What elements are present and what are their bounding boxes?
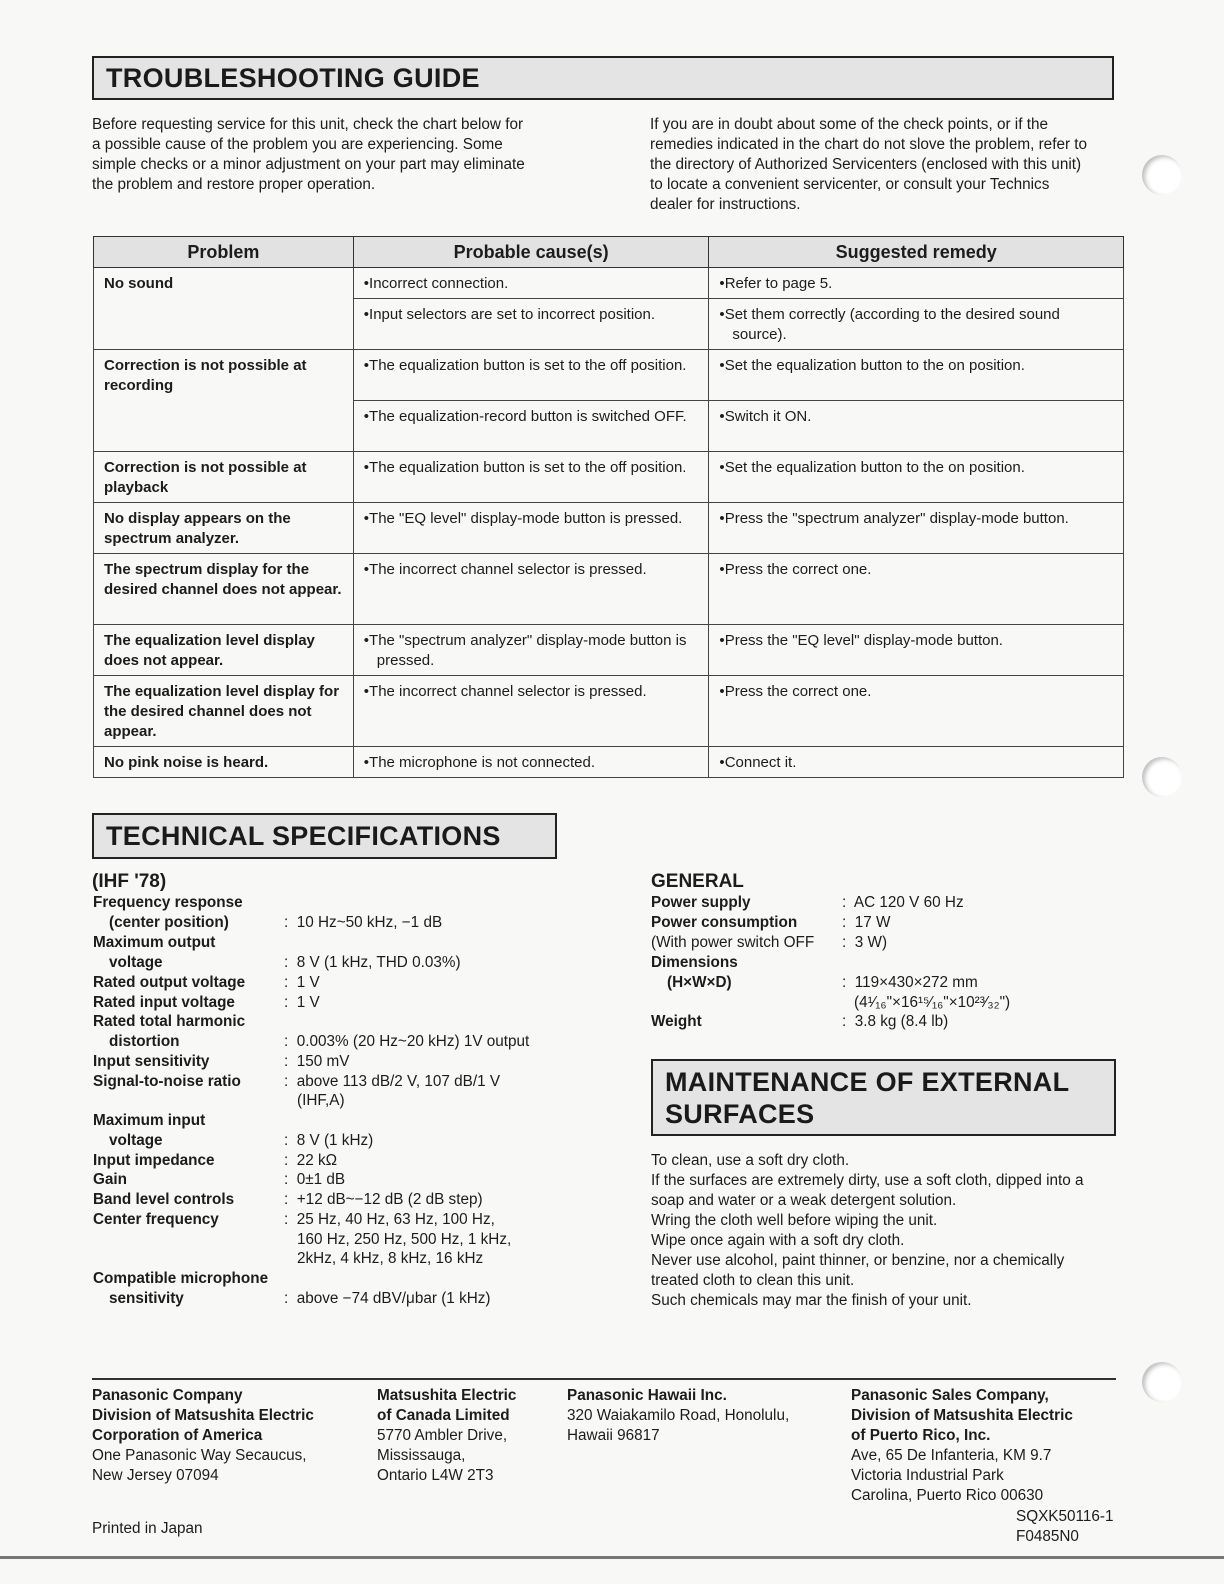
spec-value: : +12 dB~−12 dB (2 dB step) [284,1191,483,1208]
maintenance-title [651,1059,1116,1136]
address-panasonic-america [92,1386,314,1486]
header-problem: Problem [94,237,354,268]
remedy-cell [709,452,1124,503]
remedy-text: • Connect it. [719,753,1113,773]
cause-cell [353,676,709,747]
general-item [651,893,750,913]
spec-value: : 25 Hz, 40 Hz, 63 Hz, 100 Hz, [284,1211,495,1228]
printed-in-japan: Printed in Japan [92,1520,203,1537]
spec-value-text: 1 V [296,994,320,1011]
intro-left-line: Before requesting service for this unit, check the chart below for [92,116,524,133]
page-bottom-edge [0,1556,1224,1559]
general-label: Power supply [651,894,751,911]
spec-value-text: +12 dB~−12 dB (2 dB step) [296,1191,483,1208]
cause-text: • The equalization-record button is switched OFF. [364,407,699,427]
address-line: Mississauga, [377,1447,466,1464]
spec-item [93,1151,215,1171]
header-remedy: Suggested remedy [709,237,1124,268]
problem-cell: The equalization level display does not appear. [94,625,354,676]
spec-item [93,1170,127,1190]
cause-cell [353,401,709,452]
cause-text: • The incorrect channel selector is pressed. [364,560,699,580]
spec-value-text: 0.003% (20 Hz~20 kHz) 1V output [296,1033,530,1050]
remedy-cell [709,350,1124,401]
remedy-text: • Refer to page 5. [719,274,1113,294]
footer-divider [92,1378,1116,1380]
address-line: One Panasonic Way Secaucus, [92,1447,307,1464]
remedy-text: • Press the correct one. [719,682,1113,702]
maintenance-line: Never use alcohol, paint thinner, or benzine, nor a chemically [651,1252,1065,1269]
table-row [94,676,1124,747]
intro-right-line: If you are in doubt about some of the check points, or if the [650,116,1048,133]
table-row [94,268,1124,299]
spec-value-text: 150 mV [296,1053,350,1070]
address-matsushita-canada [377,1386,516,1486]
cause-cell [353,503,709,554]
spec-label: Input sensitivity [93,1053,210,1070]
address-line: Division of Matsushita Electric [92,1407,314,1424]
general-item [651,1012,702,1032]
spec-value [297,1230,511,1250]
maintenance-line: Such chemicals may mar the finish of your unit. [651,1292,972,1309]
document-code-2: F0485N0 [1016,1528,1079,1545]
general-value: : 17 W [842,914,891,931]
cause-text: • The incorrect channel selector is pressed. [364,682,699,702]
remedy-cell [709,401,1124,452]
header-cause: Probable cause(s) [353,237,709,268]
spec-value: : 1 V [284,974,320,991]
spec-item [93,933,215,953]
spec-value: : 150 mV [284,1053,350,1070]
spec-value-text: above −74 dBV/μbar (1 kHz) [296,1290,491,1307]
remedy-text: • Press the "spectrum analyzer" display-mode button. [719,509,1113,529]
general-label: (With power switch OFF [651,934,815,951]
general-title: GENERAL [651,871,744,892]
address-line: Victoria Industrial Park [851,1467,1004,1484]
remedy-cell [709,625,1124,676]
cause-text: • The microphone is not connected. [364,753,699,773]
general-label: Weight [651,1013,702,1030]
general-item [651,933,814,953]
general-label: Dimensions [651,954,738,971]
spec-value-text: 8 V (1 kHz) [296,1132,374,1149]
spec-value-text: 22 kΩ [296,1152,338,1169]
address-line: Panasonic Hawaii Inc. [567,1387,727,1404]
spec-item [93,1012,245,1032]
intro-right-line: dealer for instructions. [650,196,801,213]
remedy-cell [709,554,1124,625]
maintenance-line: If the surfaces are extremely dirty, use a soft cloth, dipped into a [651,1172,1084,1189]
table-row [94,554,1124,625]
binder-hole [1142,1362,1182,1402]
cause-text: • The "spectrum analyzer" display-mode button is pressed. [364,631,699,671]
specs-subtitle: (IHF '78) [92,871,167,892]
spec-value: : 0.003% (20 Hz~20 kHz) 1V output [284,1033,530,1050]
general-value-text: 119×430×272 mm [854,974,978,991]
spec-label: voltage [109,1132,163,1149]
spec-value-text: 25 Hz, 40 Hz, 63 Hz, 100 Hz, [296,1211,495,1228]
intro-right-line: the directory of Authorized Servicenters (enclosed with this unit) [650,156,1082,173]
general-value: : AC 120 V 60 Hz [842,894,964,911]
spec-value-text: 2kHz, 4 kHz, 8 kHz, 16 kHz [297,1250,484,1267]
spec-label: Rated input voltage [93,994,235,1011]
address-line: 320 Waiakamilo Road, Honolulu, [567,1407,790,1424]
maintenance-title-line: SURFACES [665,1099,815,1129]
address-line: of Canada Limited [377,1407,510,1424]
problem-cell: Correction is not possible at playback [94,452,354,503]
remedy-cell [709,268,1124,299]
spec-value: : above 113 dB/2 V, 107 dB/1 V [284,1073,501,1090]
spec-value: : 10 Hz~50 kHz, −1 dB [284,914,443,931]
address-line: New Jersey 07094 [92,1467,219,1484]
table-row [94,747,1124,778]
spec-item [93,1210,219,1230]
general-value-text: 17 W [854,914,891,931]
spec-label: Frequency response [93,894,243,911]
spec-item [93,973,245,993]
spec-value-text: 8 V (1 kHz, THD 0.03%) [296,954,461,971]
spec-value [297,1091,345,1111]
intro-right-line: remedies indicated in the chart do not slove the problem, refer to [650,136,1088,153]
general-item [651,953,738,973]
general-item [667,973,732,993]
cause-cell [353,554,709,625]
remedy-text: • Set them correctly (according to the desired sound source). [719,305,1113,345]
document-code: SQXK50116-1 [1016,1508,1114,1525]
remedy-cell [709,676,1124,747]
spec-label: Maximum output [93,934,216,951]
spec-item [109,953,163,973]
spec-item [93,1111,205,1131]
general-value: : 3 W) [842,934,888,951]
general-label: Power consumption [651,914,798,931]
maintenance-line: Wipe once again with a soft dry cloth. [651,1232,905,1249]
spec-item [93,1072,241,1092]
intro-left-line: a possible cause of the problem you are experiencing. Some [92,136,503,153]
spec-value-text: 0±1 dB [296,1171,346,1188]
address-line: Panasonic Company [92,1387,243,1404]
spec-item [93,1269,268,1289]
spec-value: : 1 V [284,994,320,1011]
maintenance-line: To clean, use a soft dry cloth. [651,1152,850,1169]
problem-cell: The equalization level display for the desired channel does not appear. [94,676,354,747]
address-line: Hawaii 96817 [567,1427,660,1444]
address-line: Ontario L4W 2T3 [377,1467,494,1484]
spec-value [297,1249,483,1269]
maintenance-line: Wring the cloth well before wiping the unit. [651,1212,938,1229]
spec-label: Gain [93,1171,127,1188]
spec-label: Rated total harmonic [93,1013,246,1030]
address-line: Panasonic Sales Company, [851,1387,1049,1404]
spec-value-text: 10 Hz~50 kHz, −1 dB [296,914,443,931]
table-header-row [94,237,1124,268]
general-value-text: 3 W) [854,934,888,951]
remedy-cell [709,503,1124,554]
spec-label: Signal-to-noise ratio [93,1073,241,1090]
address-line: of Puerto Rico, Inc. [851,1427,991,1444]
spec-label: Maximum input [93,1112,206,1129]
spec-value: : 22 kΩ [284,1152,338,1169]
problem-cell: The spectrum display for the desired channel does not appear. [94,554,354,625]
maintenance-text [651,1151,1117,1311]
cause-text: • The equalization button is set to the off position. [364,458,699,478]
binder-hole [1142,757,1182,797]
cause-cell [353,299,709,350]
maintenance-title-line: MAINTENANCE OF EXTERNAL [665,1067,1070,1097]
troubleshooting-table [93,236,1124,778]
troubleshooting-title: TROUBLESHOOTING GUIDE [92,56,1114,100]
spec-label: (center position) [109,914,229,931]
cause-cell [353,452,709,503]
address-panasonic-puerto-rico [851,1386,1073,1506]
spec-item [109,1032,180,1052]
maintenance-line: treated cloth to clean this unit. [651,1272,855,1289]
cause-cell [353,268,709,299]
address-line: Carolina, Puerto Rico 00630 [851,1487,1044,1504]
intro-left-line: simple checks or a minor adjustment on your part may eliminate [92,156,525,173]
spec-value-text: above 113 dB/2 V, 107 dB/1 V [296,1073,501,1090]
spec-value: : 8 V (1 kHz, THD 0.03%) [284,954,461,971]
spec-item [109,1289,184,1309]
address-line: 5770 Ambler Drive, [377,1427,508,1444]
problem-cell: Correction is not possible at recording [94,350,354,452]
address-line: Division of Matsushita Electric [851,1407,1073,1424]
cause-cell [353,625,709,676]
remedy-text: • Set the equalization button to the on position. [719,356,1113,376]
spec-label: Band level controls [93,1191,235,1208]
spec-label: Rated output voltage [93,974,246,991]
specs-title: TECHNICAL SPECIFICATIONS [92,813,557,859]
remedy-cell [709,747,1124,778]
spec-item [93,1190,234,1210]
table-row [94,452,1124,503]
cause-text: • The equalization button is set to the off position. [364,356,699,376]
remedy-text: • Press the "EQ level" display-mode button. [719,631,1113,651]
cause-cell [353,747,709,778]
address-line: Matsushita Electric [377,1387,517,1404]
general-value-text: (4¹⁄₁₆"×16¹⁵⁄₁₆"×10²³⁄₃₂") [854,994,1011,1011]
spec-value: : above −74 dBV/μbar (1 kHz) [284,1290,491,1307]
maintenance-line: soap and water or a weak detergent solution. [651,1192,957,1209]
cause-text: • Incorrect connection. [364,274,699,294]
general-value: : 119×430×272 mm [842,974,978,991]
remedy-cell [709,299,1124,350]
cause-cell [353,350,709,401]
remedy-text: • Press the correct one. [719,560,1113,580]
spec-label: Compatible microphone [93,1270,269,1287]
general-value [854,993,1010,1013]
spec-label: distortion [109,1033,180,1050]
spec-item [93,1052,209,1072]
spec-label: voltage [109,954,163,971]
address-line: Ave, 65 De Infanteria, KM 9.7 [851,1447,1052,1464]
general-value: : 3.8 kg (8.4 lb) [842,1013,949,1030]
spec-value: : 8 V (1 kHz) [284,1132,374,1149]
spec-item [93,993,235,1013]
spec-item [93,893,243,913]
binder-hole [1142,155,1182,195]
problem-cell: No pink noise is heard. [94,747,354,778]
table-row [94,350,1124,401]
spec-label: sensitivity [109,1290,184,1307]
intro-right-line: to locate a convenient servicenter, or consult your Technics [650,176,1050,193]
spec-label: Center frequency [93,1211,219,1228]
problem-cell: No display appears on the spectrum analyzer. [94,503,354,554]
general-value-text: AC 120 V 60 Hz [853,894,964,911]
address-line: Corporation of America [92,1427,263,1444]
general-label: (H×W×D) [667,974,732,991]
general-value-text: 3.8 kg (8.4 lb) [854,1013,949,1030]
spec-value-text: 160 Hz, 250 Hz, 500 Hz, 1 kHz, [297,1231,512,1248]
address-panasonic-hawaii [567,1386,789,1446]
table-row [94,503,1124,554]
troubleshooting-intro-right [650,115,1113,215]
general-item [651,913,797,933]
spec-value-text: (IHF,A) [297,1092,345,1109]
remedy-text: • Switch it ON. [719,407,1113,427]
cause-text: • The "EQ level" display-mode button is pressed. [364,509,699,529]
troubleshooting-intro-left [92,115,555,195]
intro-left-line: the problem and restore proper operation. [92,176,376,193]
cause-text: • Input selectors are set to incorrect position. [364,305,699,325]
spec-value: : 0±1 dB [284,1171,346,1188]
spec-item [109,913,229,933]
spec-label: Input impedance [93,1152,215,1169]
problem-cell: No sound [94,268,354,350]
spec-value-text: 1 V [296,974,320,991]
remedy-text: • Set the equalization button to the on position. [719,458,1113,478]
table-row [94,625,1124,676]
spec-item [109,1131,163,1151]
